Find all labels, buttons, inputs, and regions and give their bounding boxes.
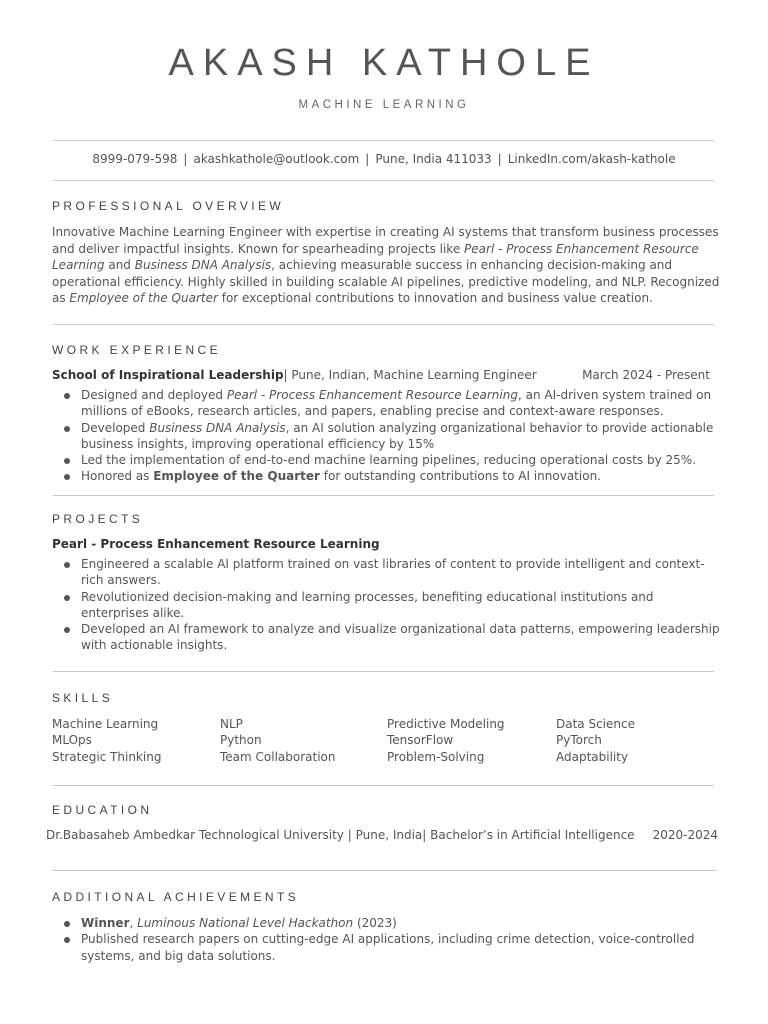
skill-item: Machine Learning (52, 717, 159, 731)
list-item: Engineered a scalable AI platform trained on vast libraries of content to provide intelligent and context-rich answers. (62, 556, 722, 589)
bullet-bold: Employee of the Quarter (153, 469, 320, 484)
overview-text: , achieving measurable success in enhancing decision-making and operational efficiency. Highly skilled in building scalable AI pipelines, predictive modeling, and NLP. Recognized as (52, 258, 720, 306)
skills-grid (52, 716, 712, 765)
list-item: Revolutionized decision-making and learning processes, benefiting educational institutions and enterprises alike. (62, 589, 722, 622)
contact-email[interactable]: akashkathole@outlook.com (193, 152, 360, 166)
contact-phone: 8999-079-598 (92, 152, 178, 166)
overview-text: for exceptional contributions to innovation and business value creation. (217, 291, 653, 306)
list-item (62, 915, 722, 931)
skill-item: Data Science (556, 717, 635, 731)
list-item (62, 468, 722, 484)
bullet-text: Honored as (81, 469, 154, 484)
bullet-text: Developed (81, 420, 150, 435)
job-dates: March 2024 - Present (582, 368, 710, 382)
candidate-role: MACHINE LEARNING (298, 99, 470, 111)
contact-separator: | (497, 152, 502, 166)
skill-item: TensorFlow (387, 733, 454, 748)
bullet-emphasis: Pearl - Process Enhancement Resource Learning (226, 388, 518, 402)
skill-item: MLOps (52, 733, 92, 748)
bullet-text: , an AI-driven system trained on millions of eBooks, research articles, and papers, enabling precise and context-aware responses. (81, 388, 712, 419)
divider (52, 870, 717, 871)
project-name: Pearl - Process Enhancement Resource Learning (52, 537, 380, 551)
skill-item: Problem-Solving (387, 749, 485, 764)
contact-linkedin[interactable]: LinkedIn.com/akash-kathole (507, 152, 676, 166)
bullet-text: , (129, 916, 138, 930)
bullet-text: , an AI solution analyzing organizational behavior to provide actionable business insights, improving operational efficiency by 15% (81, 420, 714, 451)
education-institution: Dr.Babasaheb Ambedkar Technological University | Pune, India| Bachelor’s in Artificial Intelligence (46, 828, 635, 842)
bullet-bold: Winner (81, 916, 130, 930)
skill-item: Team Collaboration (220, 749, 336, 764)
bullet-text: Led the implementation of end-to-end machine learning pipelines, reducing operational costs by 25%. (81, 453, 697, 468)
achievement-bullets (62, 915, 722, 964)
job-header (52, 368, 710, 382)
skill-item: Strategic Thinking (52, 749, 162, 764)
overview-emphasis: Employee of the Quarter (69, 291, 218, 306)
education-years: 2020-2024 (652, 828, 718, 842)
project-bullets (62, 556, 722, 654)
job-details: | Pune, Indian, Machine Learning Engineer (283, 368, 537, 382)
divider (53, 671, 714, 672)
bullet-text: Designed and deployed (81, 388, 227, 402)
skill-item: Predictive Modeling (387, 717, 505, 731)
skill-item: PyTorch (556, 733, 602, 748)
divider (53, 324, 714, 325)
overview-paragraph (52, 224, 720, 307)
section-title-work: WORK EXPERIENCE (52, 343, 222, 357)
bullet-emphasis: Business DNA Analysis (149, 420, 286, 435)
bullet-emphasis: Luminous National Level Hackathon (137, 916, 354, 930)
list-item (62, 387, 722, 420)
education-line (46, 828, 718, 842)
overview-emphasis: Pearl - Process Enhancement Resource Learning (52, 241, 699, 273)
candidate-name: AKASH KATHOLE (168, 42, 600, 84)
divider (53, 140, 714, 141)
contact-separator: | (365, 152, 370, 166)
work-bullets (62, 387, 722, 485)
contact-line (0, 152, 768, 166)
contact-separator: | (183, 152, 188, 166)
bullet-text: for outstanding contributions to AI innovation. (319, 469, 601, 484)
bullet-text: (2023) (353, 916, 397, 930)
list-item (62, 452, 722, 468)
divider (53, 495, 714, 496)
section-title-projects: PROJECTS (52, 512, 144, 526)
list-item: Published research papers on cutting-edge AI applications, including crime detection, voice-controlled systems, and big data solutions. (62, 931, 722, 964)
overview-text: and (104, 258, 135, 273)
skill-item: Adaptability (556, 749, 629, 764)
contact-location: Pune, India 411033 (375, 152, 492, 166)
list-item: Developed an AI framework to analyze and visualize organizational data patterns, empowering leadership with actionable insights. (62, 621, 722, 654)
skill-item: NLP (220, 717, 243, 731)
overview-text: Innovative Machine Learning Engineer with expertise in creating AI systems that transform business processes and deliver impactful insights. Known for spearheading projects like (52, 225, 719, 256)
list-item (62, 420, 722, 453)
section-title-education: EDUCATION (52, 803, 153, 817)
section-title-overview: PROFESSIONAL OVERVIEW (52, 199, 285, 213)
overview-emphasis: Business DNA Analysis (134, 258, 272, 273)
skill-item: Python (220, 733, 262, 748)
job-organization: School of Inspirational Leadership (52, 368, 284, 382)
section-title-achievements: ADDITIONAL ACHIEVEMENTS (52, 890, 300, 904)
divider (53, 785, 714, 786)
section-title-skills: SKILLS (52, 691, 114, 705)
divider (53, 180, 714, 181)
